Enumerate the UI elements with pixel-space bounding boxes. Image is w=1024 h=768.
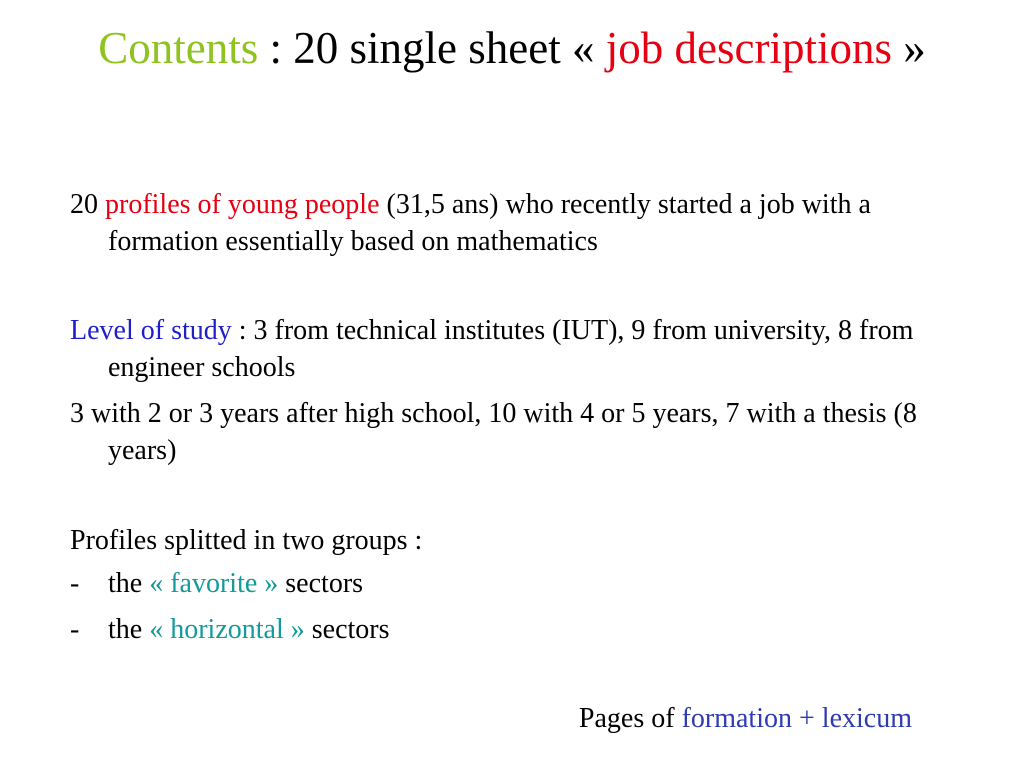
bullet-pre: the [108,614,150,645]
footer-plus: + [792,703,822,734]
title-close-quote: » [891,23,926,73]
bullet-text [108,611,390,648]
title-middle: : 20 single sheet « [258,23,606,73]
footer-pre: Pages of [578,703,682,734]
level-of-study-text: : 3 from technical institutes (IUT), 9 from university, 8 from engineer schools [108,315,914,383]
bullet-post: sectors [304,614,390,645]
footer-formation: formation [681,703,792,734]
years-text: 3 with 2 or 3 years after high school, 10 with 4 or 5 years, 7 with a thesis (8 years) [70,398,917,466]
title-job-descriptions: job descriptions [605,23,892,73]
profiles-description: (31,5 ans) who recently started a job with a formation essentially based on mathematics [108,189,871,257]
profiles-highlight: profiles of young people [105,189,380,220]
bullet-horizontal: « horizontal » [149,614,305,645]
groups-text: Profiles splitted in two groups : [70,525,423,556]
paragraph-years [70,395,968,469]
footer-note [579,700,912,737]
slide-title [40,22,984,74]
bullet-dash: - [70,614,80,645]
bullet-pre: the [108,568,150,599]
footer-lexicum: lexicum [821,703,912,734]
paragraph-profiles [70,186,968,260]
bullet-dash: - [70,568,80,599]
title-contents: Contents [98,23,259,73]
paragraph-level-of-study [70,312,968,386]
bullet-post: sectors [278,568,364,599]
profiles-count: 20 [70,189,105,220]
level-of-study-label: Level of study [70,315,232,346]
paragraph-groups [70,522,968,559]
bullet-favorite: « favorite » [149,568,279,599]
bullet-text [108,565,363,602]
